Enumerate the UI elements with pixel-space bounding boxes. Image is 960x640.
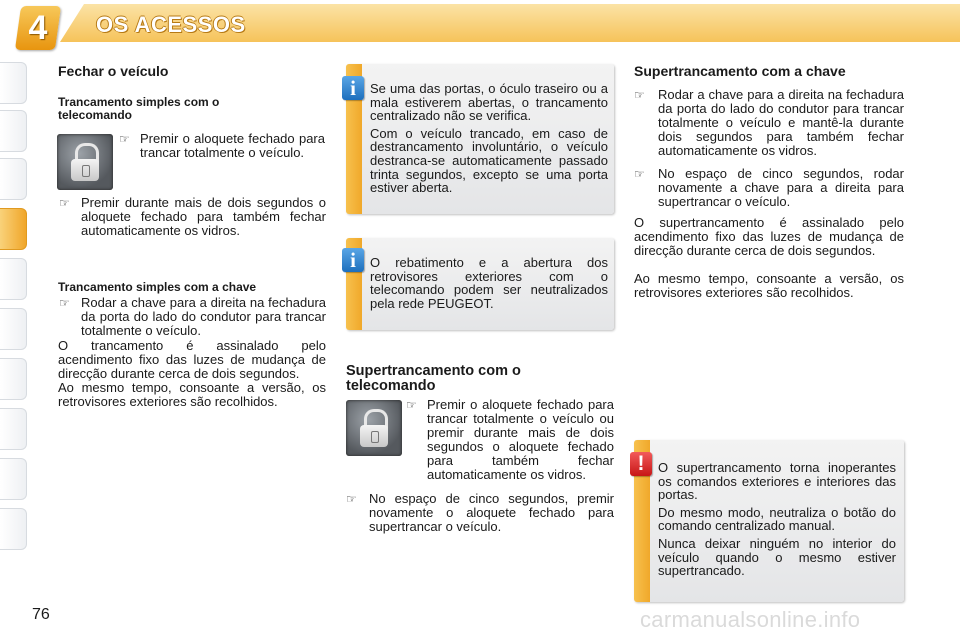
warning-icon: ! [630,452,652,476]
chapter-tab-3[interactable] [0,158,27,200]
chapter-tab-10[interactable] [0,508,27,550]
warning-nobody-inside-text: Nunca deixar ninguém no interior do veículo quando o mesmo estiver supertrancado. [658,535,896,579]
pointing-hand-icon: ☞ [119,132,130,146]
paragraph-deadlock-mirrors: Ao mesmo tempo, consoante a versão, os retrovisores exteriores são recolhidos. [634,271,904,300]
chapter-tab-9[interactable] [0,458,27,500]
section-heading-deadlock-remote: Supertrancamento com o telecomando [346,363,521,394]
chapter-tabs [0,62,34,582]
bullet-deadlock-remote-confirm: ☞ No espaço de cinco segundos, premir novamente o aloquete fechado para supertrancar o veículo. [346,491,614,534]
bullet-remote-hold: ☞ Premir durante mais de dois segundos o aloquete fechado para também fechar automaticamente os vidros. [59,195,326,238]
chapter-tab-6[interactable] [0,308,27,350]
chapter-tab-2[interactable] [0,110,27,152]
pointing-hand-icon: ☞ [59,196,70,210]
bullet-deadlock-key: ☞ Rodar a chave para a direita na fechadura da porta do lado do condutor para trancar totalmente o veículo e mantê-la durante dois segundos para também fechar automaticamente os vidros. [634,87,904,158]
section-heading-deadlock-key: Supertrancamento com a chave [634,63,846,79]
info-box-mirrors [346,238,614,330]
warning-central-button-text: Do mesmo modo, neutraliza o botão do comando centralizado manual. [658,504,896,534]
info-icon: i [342,248,364,272]
info-box-doors-open [346,64,614,214]
chapter-tab-1[interactable] [0,62,27,104]
paragraph-deadlock-signal: O supertrancamento é assinalado pelo acendimento fixo das luzes de mudança de direcção durante cerca de dois segundos. [634,215,904,258]
chapter-number: 4 [28,9,48,47]
lock-button-icon [57,134,113,190]
bullet-deadlock-remote: ☞ Premir o aloquete fechado para trancar totalmente o veículo ou premir durante mais de dois segundos o aloquete fechado para também fechar automaticamente os vidros. [406,397,614,482]
info-icon: i [342,76,364,100]
pointing-hand-icon: ☞ [634,167,645,181]
pointing-hand-icon: ☞ [59,296,70,310]
pointing-hand-icon: ☞ [634,88,645,102]
subheading-key-lock: Trancamento simples com a chave [58,280,257,294]
page-header [0,0,960,58]
paragraph-mirrors-fold: Ao mesmo tempo, consoante a versão, os retrovisores exteriores são recolhidos. [58,380,326,409]
watermark: carmanualsonline.info [640,607,861,632]
paragraph-lock-signal: O trancamento é assinalado pelo acendimento fixo das luzes de mudança de direcção durante cerca de dois segundos. [58,338,326,381]
info-doors-open-text: Se uma das portas, o óculo traseiro ou a mala estiverem abertas, o trancamento centralizado não se verifica. [370,81,608,124]
pointing-hand-icon: ☞ [406,398,417,412]
info-mirrors-text: O rebatimento e a abertura dos retrovisores exteriores com o telecomando podem ser neutralizados pela rede PEUGEOT. [370,255,608,311]
chapter-tab-4-active[interactable] [0,208,27,250]
bullet-deadlock-key-confirm: ☞ No espaço de cinco segundos, rodar novamente a chave para a direita para supertrancar o veículo. [634,166,904,209]
section-heading-lock: Fechar o veículo [58,63,169,79]
pointing-hand-icon: ☞ [346,492,357,506]
chapter-tab-5[interactable] [0,258,27,300]
warning-box-deadlock [634,440,904,602]
subheading-remote-lock: Trancamento simples com o telecomando [58,95,220,122]
chapter-tab-7[interactable] [0,358,27,400]
bullet-key-lock: ☞ Rodar a chave para a direita na fechadura da porta do lado do condutor para trancar totalmente o veículo. [59,295,326,338]
chapter-tab-8[interactable] [0,408,27,450]
warning-inoperative-text: O supertrancamento torna inoperantes os comandos exteriores e interiores das portas. [658,460,896,503]
page-number: 76 [32,606,50,623]
info-auto-relock-text: Com o veículo trancado, em caso de destrancamento involuntário, o veículo destranca-se automaticamente passado trinta segundos, excepto se uma porta estiver aberta. [370,125,608,196]
lock-button-icon [346,400,402,456]
page-title: OS ACESSOS [96,12,246,37]
bullet-remote-lock: ☞ Premir o aloquete fechado para trancar totalmente o veículo. [119,131,325,160]
